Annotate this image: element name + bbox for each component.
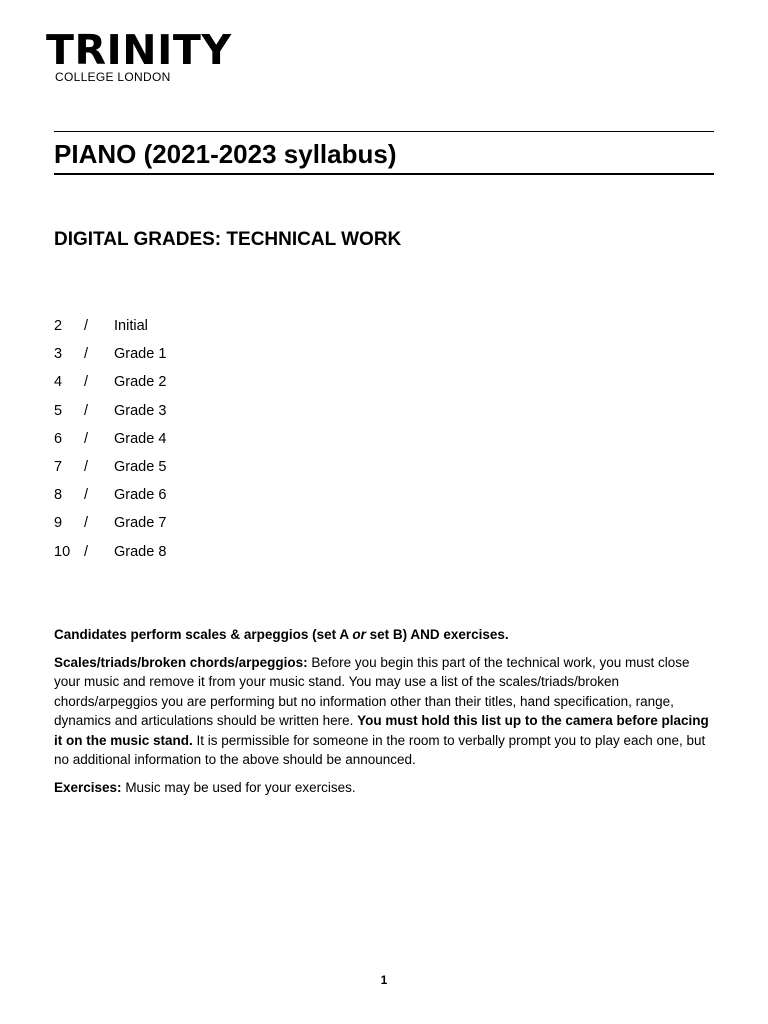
contents-page-number: 4 xyxy=(54,374,63,391)
contents-item xyxy=(54,429,166,457)
contents-separator: / xyxy=(84,318,89,334)
contents-label: Grade 2 xyxy=(114,374,167,391)
exercises-label: Exercises: xyxy=(54,779,122,795)
title-rule-top xyxy=(54,131,714,132)
contents-list xyxy=(54,316,166,570)
contents-item xyxy=(54,485,166,513)
contents-label: Grade 6 xyxy=(114,487,167,504)
contents-label: Grade 4 xyxy=(114,430,167,447)
contents-item xyxy=(54,513,166,541)
scales-paragraph xyxy=(54,653,714,770)
contents-label: Grade 3 xyxy=(114,402,167,419)
exercises-paragraph xyxy=(54,778,714,798)
contents-page-number: 2 xyxy=(54,318,63,334)
contents-label: Grade 5 xyxy=(114,458,167,475)
contents-separator: / xyxy=(84,458,89,475)
instructions-block xyxy=(54,625,714,805)
contents-page-number: 8 xyxy=(54,487,63,504)
contents-page-number: 5 xyxy=(54,402,63,419)
scales-label: Scales/triads/broken chords/arpeggios: xyxy=(54,654,308,670)
contents-separator: / xyxy=(84,402,89,419)
contents-label: Grade 1 xyxy=(114,346,167,363)
contents-separator: / xyxy=(84,374,89,391)
intro-or: or xyxy=(352,627,366,642)
contents-label: Initial xyxy=(114,318,148,334)
scales-bold-text: You must hold this list up to the camera before placing it on the music stand. xyxy=(54,713,709,748)
trinity-logo xyxy=(46,26,232,84)
intro-paragraph xyxy=(54,625,714,645)
contents-item xyxy=(54,542,166,570)
contents-page-number: 9 xyxy=(54,515,63,532)
scales-text-2: It is permissible for someone in the room to verbally prompt you to play each one, but no additional information to the above should be announced. xyxy=(54,732,706,767)
contents-separator: / xyxy=(84,430,89,447)
page-title: PIANO (2021-2023 syllabus) xyxy=(54,139,397,169)
contents-item xyxy=(54,316,166,344)
exercises-text: Music may be used for your exercises. xyxy=(121,779,356,795)
logo-wordmark: TRINITY xyxy=(46,26,232,74)
contents-item xyxy=(54,457,166,485)
contents-label: Grade 8 xyxy=(114,543,167,560)
contents-label: Grade 7 xyxy=(114,515,167,532)
contents-separator: / xyxy=(84,487,89,504)
intro-text-a: Candidates perform scales & arpeggios (set A xyxy=(54,627,353,642)
contents-page-number: 3 xyxy=(54,346,63,363)
contents-page-number: 7 xyxy=(54,458,63,475)
contents-separator: / xyxy=(84,543,89,560)
intro-text-b: set B) AND exercises. xyxy=(365,627,509,642)
contents-separator: / xyxy=(84,346,89,363)
page-number: 1 xyxy=(380,973,388,987)
contents-item xyxy=(54,401,166,429)
contents-separator: / xyxy=(84,515,89,532)
contents-page-number: 10 xyxy=(54,543,71,560)
logo-subtitle: COLLEGE LONDON xyxy=(55,70,171,84)
section-title: DIGITAL GRADES: TECHNICAL WORK xyxy=(54,229,402,250)
scales-text: Before you begin this part of the technical work, you must close your music and remove it from your music stand. You may use a list of the scales/triads/broken chords/arpeggios you are performing but no information other than their titles, hand specification, range, dynamics and articulations should be written here. xyxy=(54,654,690,728)
contents-item xyxy=(54,372,166,400)
contents-item xyxy=(54,344,166,372)
title-rule-bottom xyxy=(54,173,714,175)
contents-page-number: 6 xyxy=(54,430,63,447)
